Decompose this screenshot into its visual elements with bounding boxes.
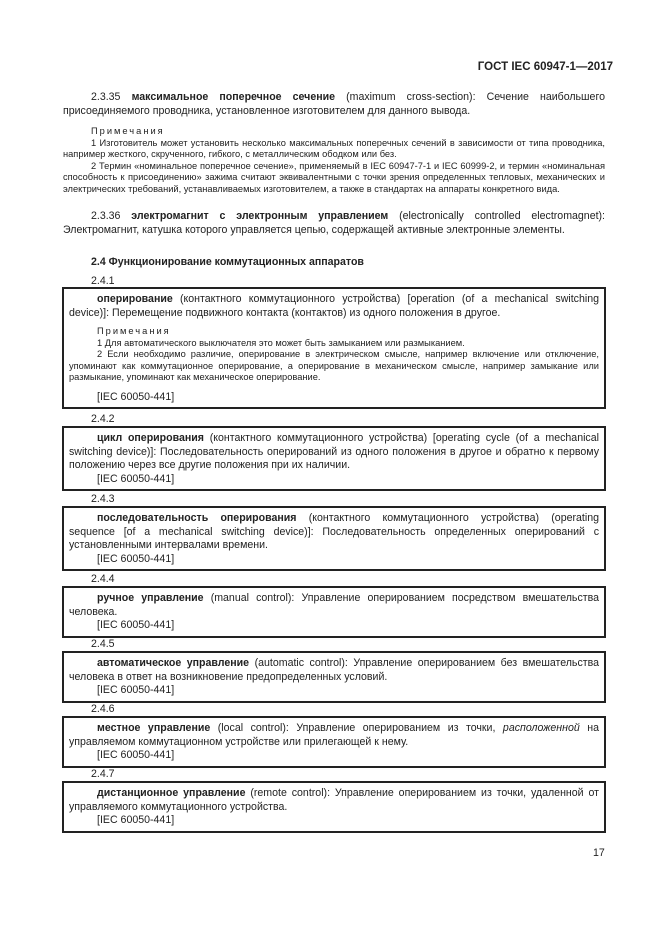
definition-italic: расположенной (502, 722, 580, 734)
definition-box (62, 287, 606, 409)
term: максимальное поперечное сечение (131, 91, 336, 103)
document-header: ГОСТ IEC 60947-1—2017 (477, 61, 613, 73)
definition-box (62, 426, 606, 491)
definition: (контактного коммутационного устройства) (operating sequence [of a mechanical switching device)]: Последовательность определенных оперирований с установленными интервалами времени. (69, 512, 599, 551)
clause-text (63, 91, 605, 118)
definition: (remote control): Управление оперированием из точки, удаленной от управляемого коммутационного устройства. (69, 787, 599, 813)
source-reference: [IEC 60050-441] (97, 684, 175, 696)
clause-number: 2.4.3 (91, 493, 115, 505)
section-heading: 2.4 Функционирование коммутационных аппаратов (91, 256, 364, 268)
term: последовательность оперирования (97, 512, 297, 524)
definition-box (62, 781, 606, 833)
clause-number: 2.4.6 (91, 703, 115, 715)
clause-number: 2.4.7 (91, 768, 115, 780)
term: ручное управление (97, 592, 204, 604)
clause-number: 2.4.2 (91, 413, 115, 425)
definition-box (62, 506, 606, 571)
page-number: 17 (593, 847, 605, 859)
note: 2 Если необходимо различие, оперирование в электрическом смысле, например включение или отключение, упоминают как коммутационное оперирование, а оперирование в механическом смысле, например замыкание или размыкание, упоминают как механическое оперирование. (69, 349, 599, 383)
clause-number: 2.3.35 (91, 91, 121, 103)
definition: (контактного коммутационного устройства) [operating cycle (of a mechanical switching device)]: Последовательность оперирований из одного положения в другое и обратно к первому положению через все другие положения при их наличии. (69, 432, 599, 471)
clause-number: 2.4.4 (91, 573, 115, 585)
note: 2 Термин «номинальное поперечное сечение», применяемый в IEC 60947-7-1 и IEC 60999-2, и термин «номинальная способность к присоединению» зажима считают эквивалентными с точки зрения определенных тепловых, механических и электрических требований, устанавливаемых изготовителем, а также в стандартах на аппараты конкретного вида. (63, 160, 605, 194)
definition-box (62, 586, 606, 638)
definition: (manual control): Управление оперированием посредством вмешательства человека. (69, 592, 599, 618)
clause-number: 2.4.1 (91, 275, 115, 287)
note: 1 Для автоматического выключателя это может быть замыканием или размыканием. (97, 337, 465, 348)
definition-box (62, 651, 606, 703)
term: дистанционное управление (97, 787, 246, 799)
source-reference: [IEC 60050-441] (97, 472, 175, 485)
clause-number: 2.4.5 (91, 638, 115, 650)
term: оперирование (97, 293, 173, 305)
definition: (контактного коммутационного устройства) [operation (of a mechanical switching device)]: Перемещение подвижного контакта (контактов) из одного положения в другое. (69, 293, 599, 319)
definition: (electronically controlled electromagnet): Электромагнит, катушка которого управляется цепью, содержащей активные электронные элементы. (63, 210, 605, 236)
source-reference: [IEC 60050-441] (97, 390, 175, 403)
clause-number: 2.3.36 (91, 210, 121, 222)
source-reference: [IEC 60050-441] (97, 814, 175, 826)
definition: (local control): Управление оперированием из точки, (217, 722, 503, 734)
term: местное управление (97, 722, 211, 734)
term: автоматическое управление (97, 657, 250, 669)
clause-2-3-35 (63, 91, 605, 196)
definition-box (62, 716, 606, 768)
definition: (maximum cross-section): Сечение наибольшего присоединяемого проводника, установленное изготовителем для данного вывода. (63, 91, 605, 117)
definition: (automatic control): Управление оперированием без вмешательства человека в ответ на возникновение предопределенных условий. (69, 657, 600, 683)
definition: на управляемом коммутационном устройстве или прилегающей к нему. (69, 722, 599, 748)
source-reference: [IEC 60050-441] (97, 619, 175, 631)
source-reference: [IEC 60050-441] (97, 749, 175, 761)
note: 1 Изготовитель может установить несколько максимальных поперечных сечений в зависимости от типа проводника, например жесткого, скрученного, гибкого, с металлическим ободком или без. (63, 137, 605, 160)
clause-2-3-36 (63, 210, 605, 237)
notes-heading: Примечания (91, 126, 165, 136)
source-reference: [IEC 60050-441] (97, 552, 175, 565)
term: цикл оперирования (97, 432, 204, 444)
term: электромагнит с электронным управлением (131, 210, 389, 222)
notes-heading: Примечания (97, 326, 171, 336)
